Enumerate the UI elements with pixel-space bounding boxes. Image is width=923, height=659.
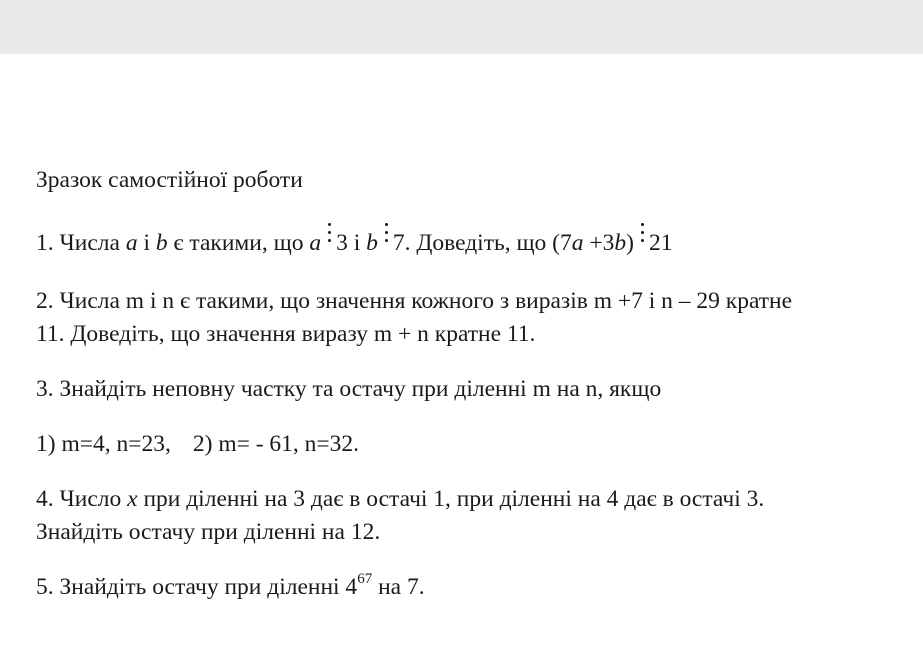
task-3-case-2: 2) m= - 61, n=32. (192, 431, 360, 457)
task-1 (36, 226, 672, 260)
page-title: Зразок самостійної роботи (36, 167, 303, 193)
task-1-text: і (137, 230, 156, 256)
var-b: b (614, 230, 627, 256)
divisibility-symbol (382, 229, 391, 253)
task-3-case-1: 1) m=4, n=23, (36, 431, 171, 457)
task-1-text: 7. Доведіть, що (7 (392, 230, 572, 256)
task-4-text: при діленні на 3 дає в остачі 1, при діленні на 4 дає в остачі 3. (137, 486, 765, 512)
var-b: b (366, 230, 378, 256)
task-5-text: на 7. (372, 574, 425, 600)
var-a: a (571, 230, 584, 256)
task-2-line-1: 2. Числа m і n є такими, що значення кожного з виразів m +7 і n – 29 кратне (36, 288, 793, 314)
task-1-text: 1. Числа (36, 230, 126, 256)
task-1-text: +3 (583, 230, 615, 256)
task-1-text: 21 (648, 230, 673, 256)
task-5 (36, 570, 425, 604)
var-a: a (309, 230, 322, 256)
var-b: b (155, 230, 168, 256)
exponent: 67 (357, 571, 373, 587)
divisibility-symbol (638, 229, 647, 253)
task-1-text: 3 і (336, 230, 367, 256)
task-2-line-2: 11. Доведіть, що значення виразу m + n кратне 11. (36, 321, 536, 347)
task-4-line-1 (36, 482, 764, 516)
task-1-text: ) (626, 230, 634, 256)
divisibility-symbol (325, 229, 334, 253)
var-x: x (127, 486, 138, 512)
task-3-cases (36, 427, 359, 461)
task-5-text: 5. Знайдіть остачу при діленні 4 (36, 574, 358, 600)
task-4-line-2: Знайдіть остачу при діленні на 12. (36, 519, 381, 545)
var-a: a (125, 230, 138, 256)
task-4-text: 4. Число (36, 486, 128, 512)
top-bar (0, 0, 923, 54)
task-1-text: є такими, що (167, 230, 310, 256)
task-3-line-1: 3. Знайдіть неповну частку та остачу при діленні m на n, якщо (36, 376, 662, 402)
